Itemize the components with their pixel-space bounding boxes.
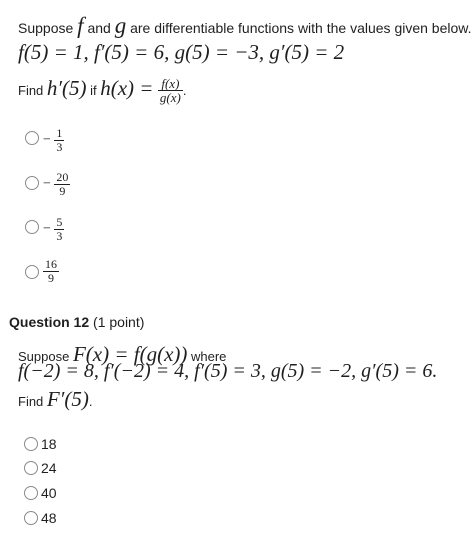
find-label: Find — [18, 83, 47, 98]
find-period: . — [182, 83, 187, 98]
question-1-intro — [18, 13, 472, 39]
option-4-radio[interactable] — [25, 265, 39, 279]
option-1-sign: − — [43, 132, 51, 148]
option-2-value — [43, 171, 70, 197]
question-12-find-row — [18, 387, 92, 412]
option-2-numerator: 20 — [56, 170, 69, 184]
suppose-label: Suppose — [18, 349, 73, 364]
question-points: (1 point) — [89, 314, 145, 330]
option-4-denominator: 9 — [48, 270, 54, 285]
if-label: if — [86, 83, 101, 98]
question-12-values: f(−2) = 8, f′(−2) = 4, f′(5) = 3, g(5) = −2, g′(5) = 6. — [18, 360, 438, 382]
find-target-2: F′(5) — [46, 387, 89, 411]
option-1-fraction — [54, 127, 64, 153]
option-2-sign: − — [43, 176, 51, 192]
q12-option-4-radio[interactable] — [24, 511, 38, 525]
option-1-denominator: 3 — [56, 139, 63, 154]
option-3-denominator: 3 — [56, 228, 63, 243]
option-3-fraction — [54, 216, 64, 242]
composite-definition: F(x) = f(g(x)) — [72, 342, 188, 366]
q12-option-3-label: 40 — [41, 485, 57, 501]
question-title: Question 12 — [9, 314, 90, 330]
intro-text-suppose: Suppose — [18, 20, 78, 36]
q12-option-1-label: 18 — [41, 436, 57, 452]
given-values: f(5) = 1, f′(5) = 6, g(5) = −3, g′(5) = 2 — [18, 40, 345, 64]
q12-option-2-radio[interactable] — [24, 461, 38, 475]
find-target: h′(5) — [46, 76, 87, 100]
intro-function-f: f — [77, 13, 84, 38]
option-3-sign: − — [43, 221, 51, 237]
intro-text-rest: are differentiable functions with the values given below. — [126, 20, 472, 36]
option-4-numerator: 16 — [45, 257, 57, 271]
find-h-prime-row — [18, 76, 186, 106]
where-label: where — [187, 349, 227, 364]
option-2-fraction — [54, 171, 70, 197]
option-2-radio[interactable] — [25, 176, 39, 190]
find-period-2: . — [88, 394, 93, 409]
q12-option-3-radio[interactable] — [24, 486, 38, 500]
h-fraction-denominator: g(x) — [159, 90, 181, 106]
h-definition-lhs: h(x) = — [100, 76, 154, 100]
option-3-numerator: 5 — [56, 215, 63, 229]
option-3-value — [43, 216, 64, 242]
option-1-value — [43, 127, 64, 153]
intro-text-and: and — [83, 20, 115, 36]
option-4-value — [43, 258, 59, 284]
q12-option-1-radio[interactable] — [24, 437, 38, 451]
intro-function-g: g — [114, 13, 127, 38]
h-definition-fraction — [158, 77, 183, 105]
option-1-numerator: 1 — [56, 126, 63, 140]
find-label-2: Find — [18, 394, 47, 409]
q12-option-2-label: 24 — [41, 460, 57, 476]
q12-option-4-label: 48 — [41, 510, 57, 526]
option-2-denominator: 9 — [59, 183, 66, 198]
h-fraction-numerator: f(x) — [158, 77, 183, 92]
question-12-heading — [9, 314, 144, 330]
option-1-radio[interactable] — [25, 131, 39, 145]
option-3-radio[interactable] — [25, 220, 39, 234]
option-4-fraction — [43, 258, 59, 284]
